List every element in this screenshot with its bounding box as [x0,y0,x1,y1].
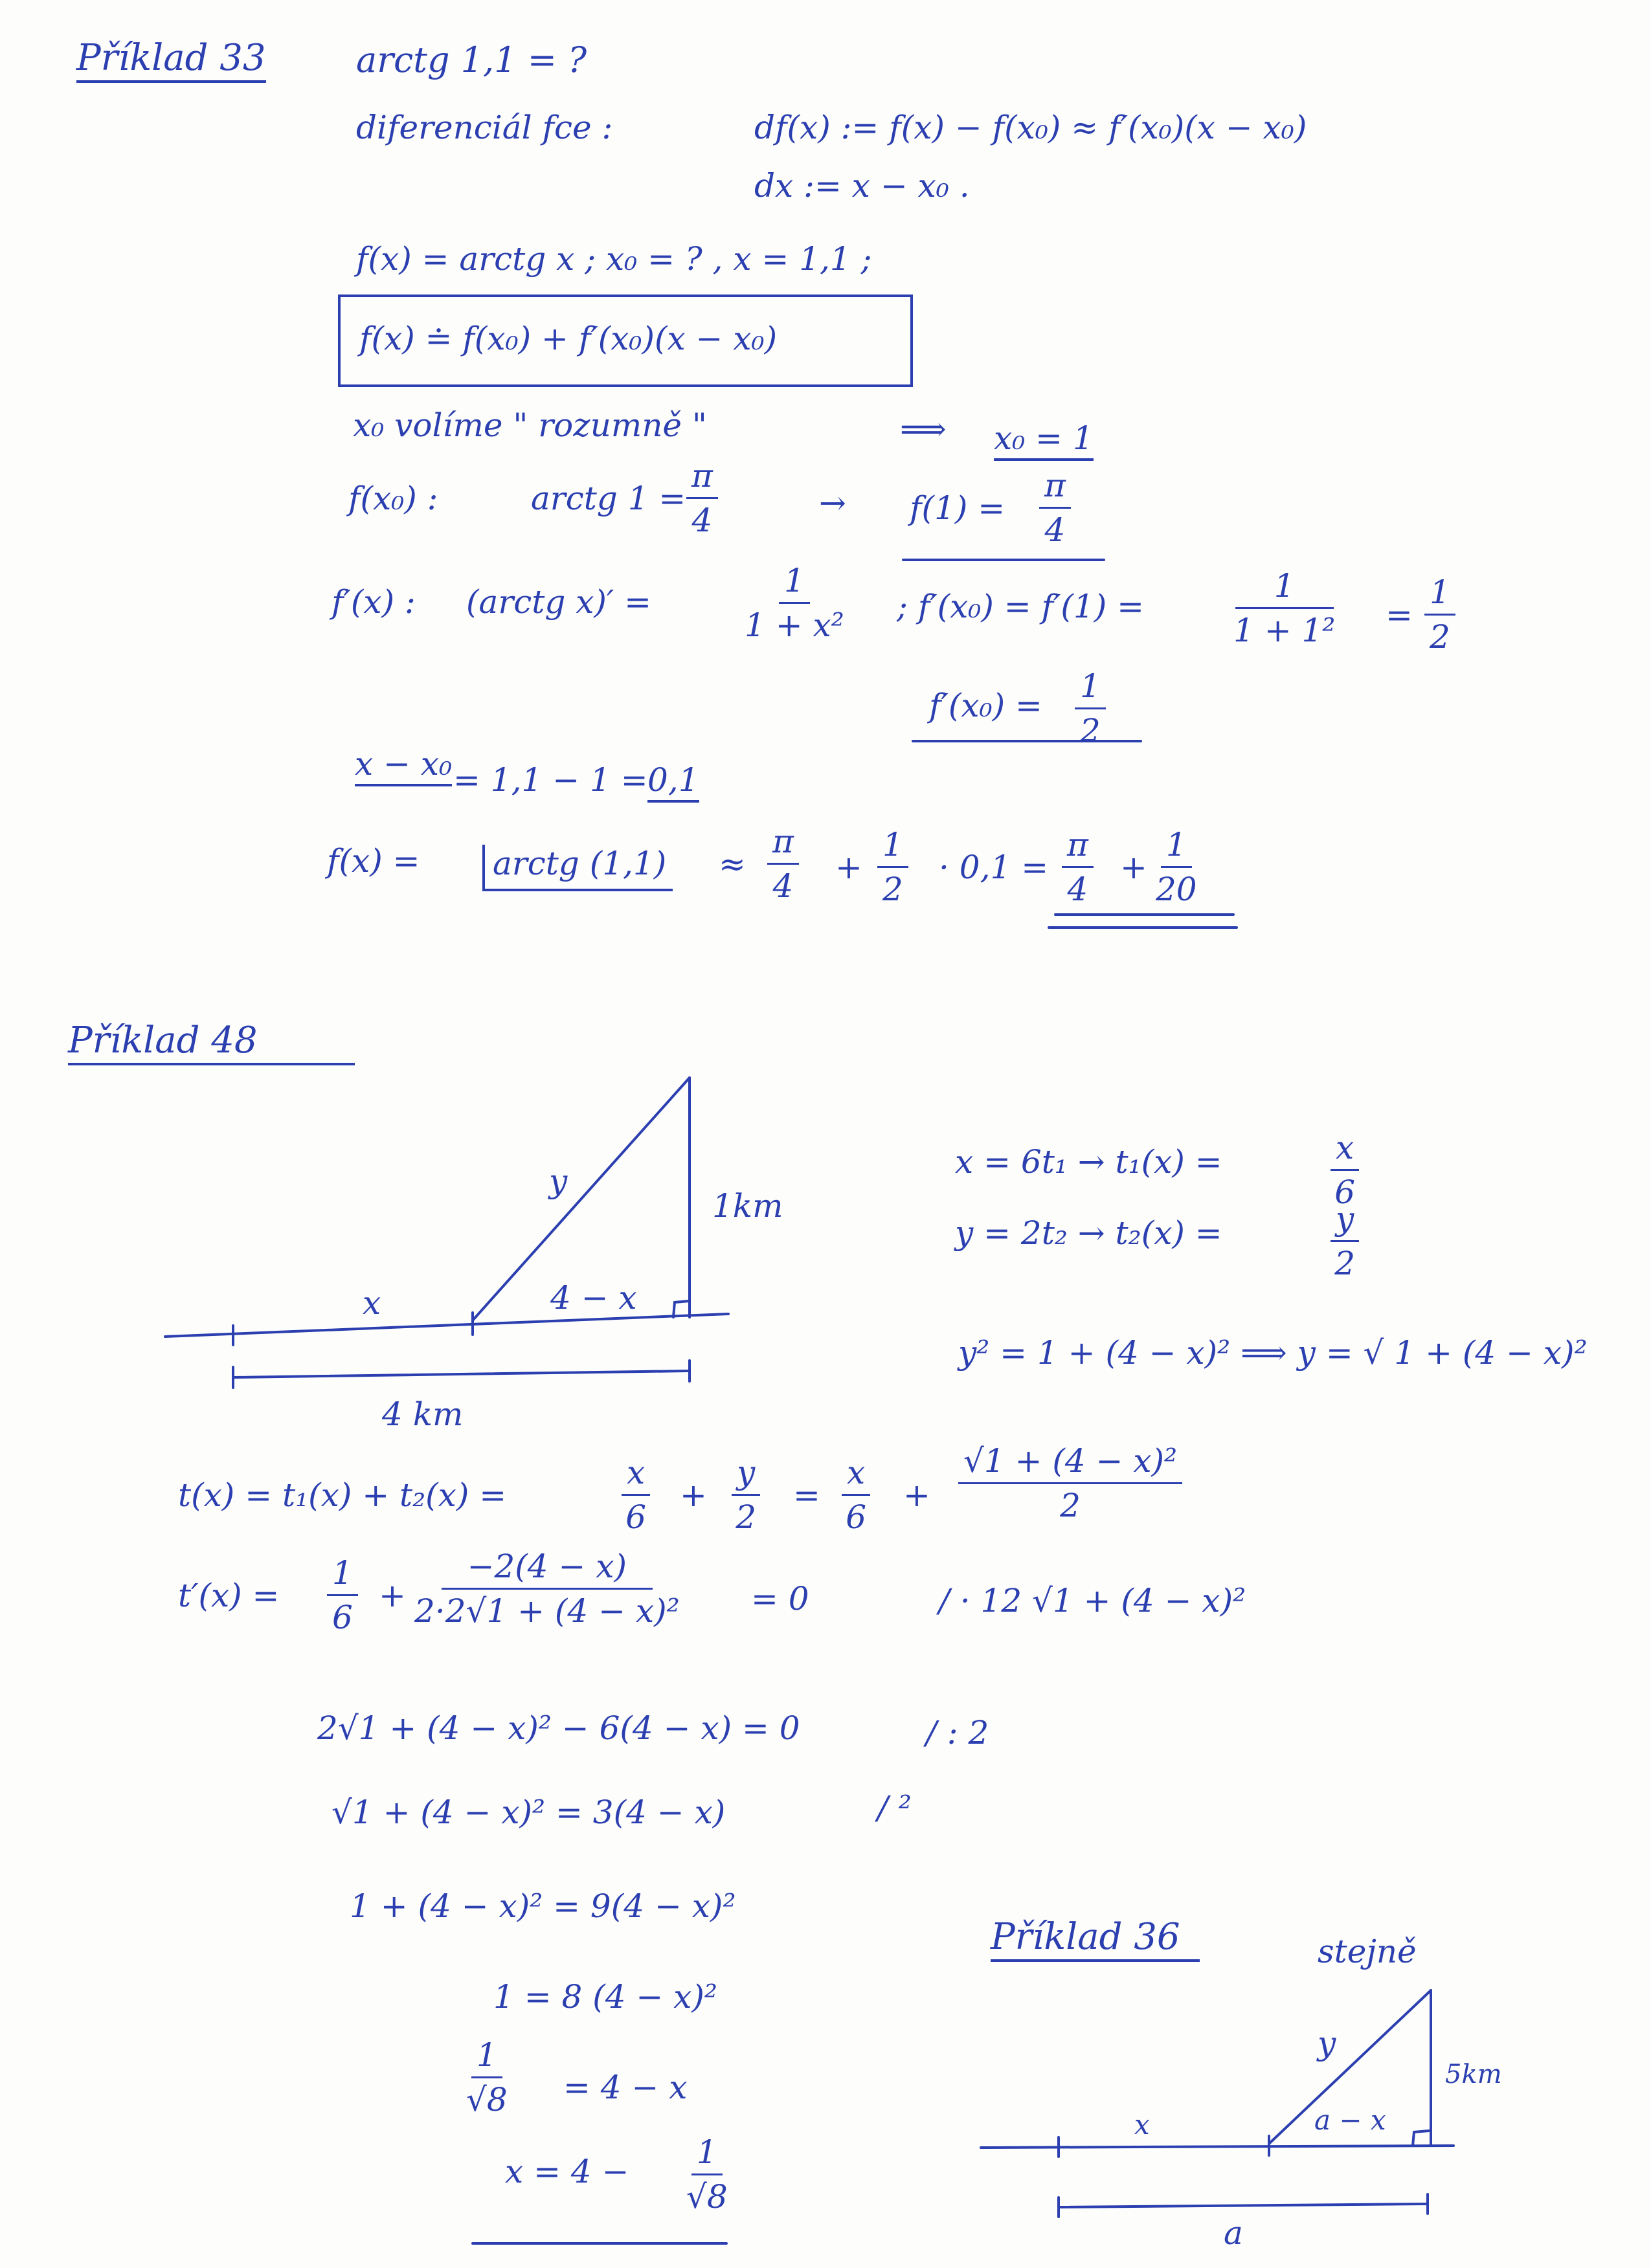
arrow: → [819,484,846,522]
fraction-numerator: x [1331,1131,1359,1171]
equals-zero: = 0 [751,1580,809,1618]
plus: + [903,1476,930,1514]
note-stejne: stejně [1318,1933,1417,1970]
approx: ≈ [719,845,746,883]
x-result: x = 4 − [505,2153,629,2190]
fraction-denominator: 1 + 1² [1233,612,1336,649]
fraction-denominator: 4 [772,867,794,905]
step-4: 1 = 8 (4 − x)² [493,1978,717,2016]
fraction-numerator: π [1039,469,1071,509]
fraction-denominator: 2 [882,871,903,908]
fraction-denominator: 4 [1044,511,1066,549]
fraction-denominator: 2 [736,1498,757,1536]
diff-definition: df(x) := f(x) − f(x₀) ≈ f′(x₀)(x − x₀) [754,109,1307,146]
fprime-expression: (arctg x)′ = [466,583,652,621]
x-minus-x0-lhs: x − x₀ [355,748,452,786]
fraction-denominator: 6 [332,1599,353,1636]
fraction-denominator: 2·2√1 + (4 − x)² [414,1592,680,1630]
fraction-denominator: 6 [1334,1173,1355,1211]
dx-definition: dx := x − x₀ . [754,167,970,205]
step-3: 1 + (4 − x)² = 9(4 − x)² [350,1887,736,1925]
final-boxed: arctg (1,1) [482,845,673,891]
fraction-denominator: 2 [1060,1487,1081,1524]
equals: = [1386,596,1413,634]
heading-priklad-48: Příklad 48 [68,1023,355,1065]
plus: + [379,1577,406,1614]
heading-priklad-33: Příklad 33 [76,40,266,83]
fraction-denominator: 2 [1334,1245,1356,1282]
fraction-numerator: 1 [327,1557,358,1596]
fraction-denominator: 1 + x² [745,606,844,644]
fig48-label-y: y [549,1162,568,1200]
fig48-label-4km: 4 km [382,1395,464,1433]
fig48-label-4-minus-x: 4 − x [550,1279,637,1317]
fraction-numerator: −2(4 − x) [442,1550,653,1590]
fraction-numerator: 1 [471,2039,502,2078]
fprime-result-lhs: f′(x₀) = [929,687,1042,724]
fig36-base-line [981,2146,1454,2148]
fraction-numerator: 1 [1075,670,1106,709]
fraction-numerator: 1 [779,564,810,604]
fraction-denominator: 2 [1430,618,1450,656]
fig48-label-1km: 1km [712,1187,783,1225]
implies-arrow: ⟹ [900,410,947,448]
heading-priklad-36: Příklad 36 [991,1919,1200,1962]
fx0-expression: arctg 1 = [531,480,686,517]
fig36-label-5km: 5km [1445,2060,1502,2089]
fx0-label: f(x₀) : [348,480,438,517]
choose-x0: x₀ volíme " rozumně " [353,406,707,444]
multiply-hint: / · 12 √1 + (4 − x)² [939,1582,1246,1619]
fig36-label-a-minus-x: a − x [1314,2104,1386,2136]
final-lhs: f(x) = [327,842,420,880]
fraction-numerator: √1 + (4 − x)² [958,1445,1182,1484]
four-minus-x: = 4 − x [563,2069,688,2106]
fprime-label: f′(x) : [331,583,416,621]
setup-line: f(x) = arctg x ; x₀ = ? , x = 1,1 ; [356,240,872,278]
fraction-numerator: x [622,1456,650,1496]
t2-equation: y = 2t₂ → t₂(x) = [955,1214,1222,1252]
fraction-numerator: 1 [1235,570,1334,609]
t-prime-lhs: t′(x) = [178,1577,280,1614]
fig36-label-x: x [1134,2109,1150,2140]
fraction-denominator: 6 [846,1498,866,1536]
step-1: 2√1 + (4 − x)² − 6(4 − x) = 0 [317,1709,800,1747]
fraction-numerator: 1 [691,2136,723,2175]
fraction-denominator: 20 [1156,871,1197,908]
fraction-denominator: 2 [1080,712,1101,750]
x-minus-x0-value: 0,1 [647,764,699,803]
step-2: √1 + (4 − x)² = 3(4 − x) [331,1794,726,1831]
fig48-label-x: x [363,1284,381,1322]
question: arctg 1,1 = ? [356,39,587,80]
boxed-formula: f(x) ≐ f(x₀) + f′(x₀)(x − x₀) [359,320,778,357]
fig36-label-a: a [1224,2214,1243,2252]
fraction-numerator: π [767,825,799,865]
fraction-numerator: y [732,1456,760,1496]
step-1-hint: / : 2 [926,1714,989,1751]
x-minus-x0-rhs: = 1,1 − 1 = [453,761,648,799]
fprime-at-x0: ; f′(x₀) = f′(1) = [897,588,1145,625]
t-sum: t(x) = t₁(x) + t₂(x) = [178,1476,507,1514]
fraction-denominator: 4 [1067,871,1088,908]
times-01: · 0,1 = [939,849,1049,886]
fraction-denominator: 6 [625,1498,646,1536]
plus: + [835,849,862,886]
fraction-numerator: 1 [1161,828,1192,868]
equals: = [793,1476,820,1514]
fig36-dimension-line [1059,2204,1428,2207]
fraction-numerator: x [842,1456,870,1496]
fraction-denominator: 4 [691,502,713,539]
diff-label: diferenciál fce : [356,109,613,146]
fraction-denominator: √8 [686,2178,728,2216]
fraction-numerator: 1 [877,828,908,868]
plus: + [1120,849,1147,886]
fig36-right-angle [1413,2131,1429,2146]
fraction-denominator: √8 [466,2081,508,2118]
fraction-numerator: y [1331,1203,1359,1242]
step-2-hint: / ² [877,1789,912,1827]
fraction-numerator: 1 [1424,576,1455,616]
plus: + [680,1476,707,1514]
x0-value: x₀ = 1 [994,422,1094,461]
f1-lhs: f(1) = [910,489,1005,527]
fraction-numerator: π [1062,828,1094,868]
t1-equation: x = 6t₁ → t₁(x) = [955,1143,1222,1181]
fig36-label-y: y [1318,2025,1336,2062]
fraction-numerator: π [686,460,718,499]
y-squared-equation: y² = 1 + (4 − x)² ⟹ y = √ 1 + (4 − x)² [958,1334,1588,1372]
